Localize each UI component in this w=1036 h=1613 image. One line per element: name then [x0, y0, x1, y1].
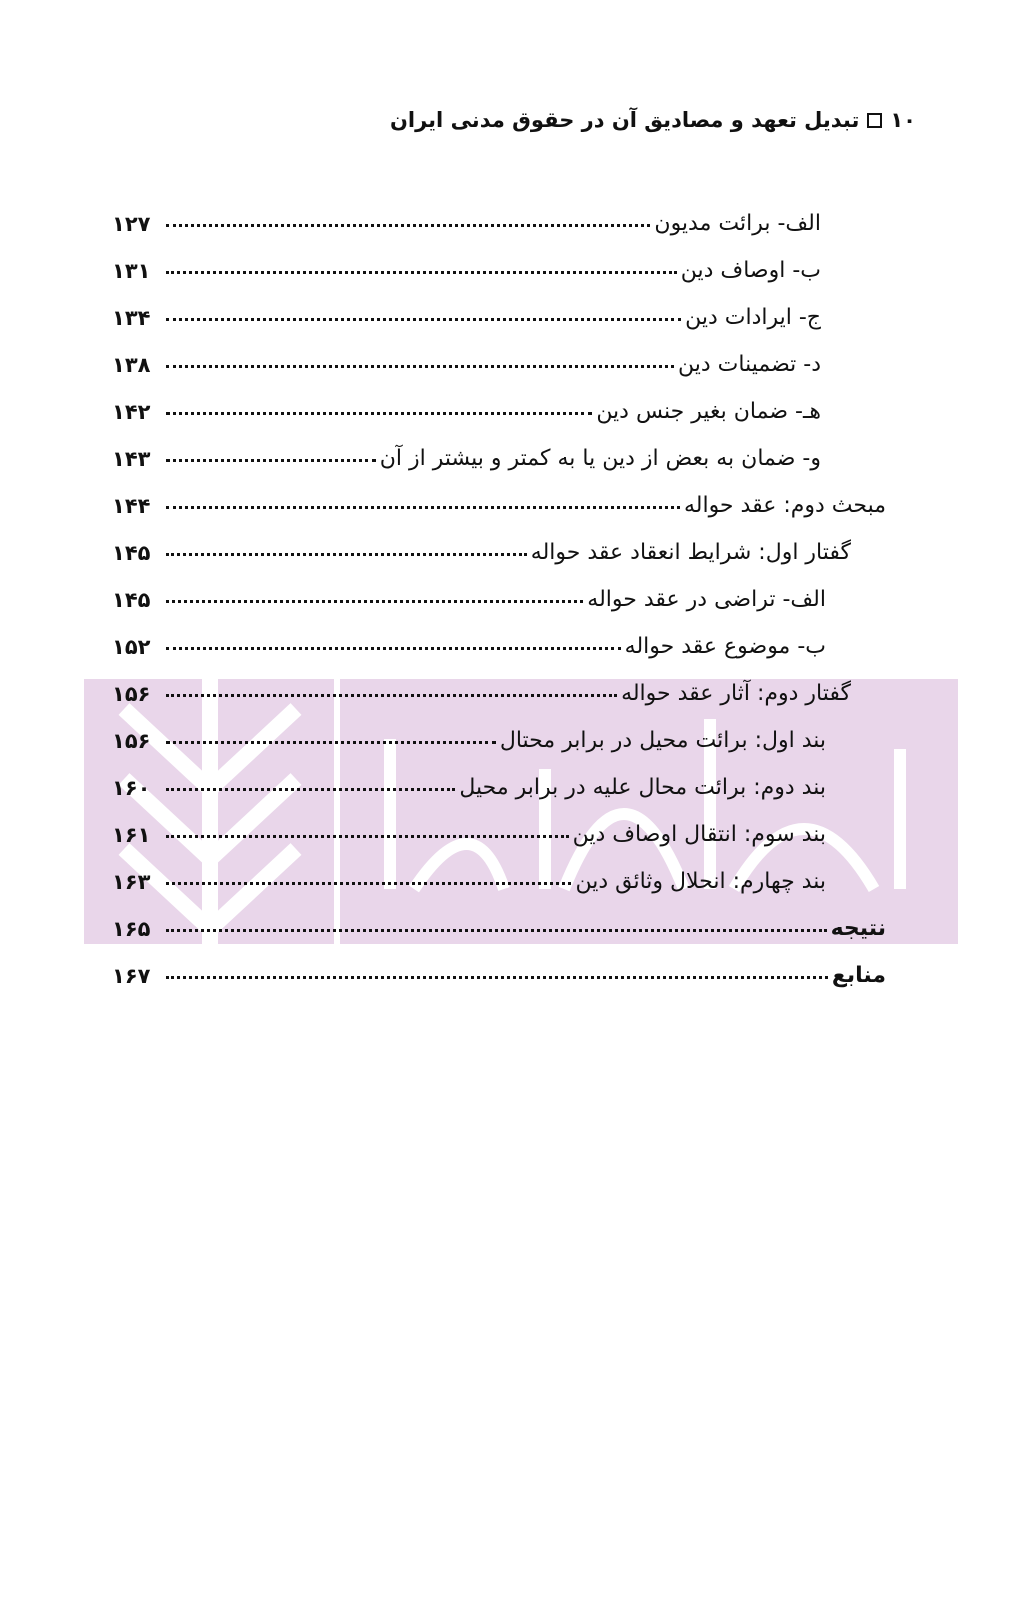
toc-entry-title: منابع — [831, 963, 886, 988]
toc-leader-dots — [166, 647, 621, 650]
toc-entry — [112, 525, 851, 565]
toc-entry — [112, 948, 886, 988]
toc-entry-page: ۱۴۲ — [112, 400, 151, 424]
toc-entry-title: ب- موضوع عقد حواله — [624, 634, 826, 659]
toc-entry — [112, 854, 826, 894]
toc-leader-dots — [166, 506, 680, 509]
toc-entry-title: مبحث دوم: عقد حواله — [683, 493, 886, 518]
toc-entry-title: ب- اوصاف دین — [680, 258, 821, 283]
toc-entry-page: ۱۲۷ — [112, 212, 151, 236]
toc-entry-title: گفتار اول: شرایط انعقاد عقد حواله — [530, 540, 851, 565]
toc-entry-page: ۱۴۵ — [112, 588, 151, 612]
toc-entry-page: ۱۴۴ — [112, 494, 151, 518]
toc-entry — [112, 572, 826, 612]
toc-entry — [112, 807, 826, 847]
toc-leader-dots — [166, 600, 583, 603]
toc-leader-dots — [166, 835, 569, 838]
toc-entry-page: ۱۵۶ — [112, 729, 151, 753]
toc-entry-page: ۱۶۱ — [112, 823, 151, 847]
toc-leader-dots — [166, 882, 571, 885]
toc-entry — [112, 384, 821, 424]
toc-entry-page: ۱۴۳ — [112, 447, 151, 471]
toc-entry-page: ۱۳۱ — [112, 259, 151, 283]
toc-leader-dots — [166, 412, 592, 415]
toc-leader-dots — [166, 271, 677, 274]
book-title: تبدیل تعهد و مصادیق آن در حقوق مدنی ایران — [389, 108, 860, 132]
toc-leader-dots — [166, 929, 827, 932]
toc-leader-dots — [166, 741, 496, 744]
toc-leader-dots — [166, 553, 527, 556]
toc-entry-page: ۱۶۵ — [112, 917, 151, 941]
toc-leader-dots — [166, 224, 650, 227]
toc-entry — [112, 760, 826, 800]
toc-entry-title: بند سوم: انتقال اوصاف دین — [572, 822, 826, 847]
toc-leader-dots — [166, 694, 617, 697]
toc-entry — [112, 337, 821, 377]
toc-leader-dots — [166, 788, 455, 791]
toc-entry — [112, 290, 821, 330]
toc-entry-title: بند دوم: برائت محال علیه در برابر محیل — [459, 775, 826, 800]
toc-entry-page: ۱۶۳ — [112, 870, 151, 894]
toc-entry-title: بند چهارم: انحلال وثائق دین — [575, 869, 826, 894]
toc-leader-dots — [166, 459, 376, 462]
toc-entry — [112, 901, 886, 941]
page-number: ۱۰ — [890, 108, 916, 132]
toc-entry-title: د- تضمینات دین — [678, 352, 821, 377]
toc-entry — [112, 478, 886, 518]
toc-entry — [112, 196, 821, 236]
toc-entry — [112, 431, 821, 471]
toc-entry — [112, 619, 826, 659]
toc-entry-page: ۱۳۴ — [112, 306, 151, 330]
toc-entry-page: ۱۴۵ — [112, 541, 151, 565]
toc-entry — [112, 713, 826, 753]
toc-leader-dots — [166, 365, 674, 368]
toc-entry-title: گفتار دوم: آثار عقد حواله — [621, 681, 851, 706]
toc-entry-title: نتیجه — [830, 916, 886, 941]
toc-entry-title: الف- برائت مدیون — [654, 211, 821, 236]
toc-entry-page: ۱۵۲ — [112, 635, 151, 659]
toc-leader-dots — [166, 318, 681, 321]
toc-entry-title: ج- ایرادات دین — [685, 305, 821, 330]
running-header — [390, 108, 916, 132]
toc-entry-page: ۱۵۶ — [112, 682, 151, 706]
toc-entry-page: ۱۶۰ — [112, 776, 151, 800]
square-bullet-icon — [867, 113, 882, 128]
toc-entry-page: ۱۳۸ — [112, 353, 151, 377]
toc-entry-title: الف- تراضی در عقد حواله — [587, 587, 826, 612]
toc-entry — [112, 243, 821, 283]
toc-leader-dots — [166, 976, 828, 979]
toc-entry-title: هـ- ضمان بغیر جنس دین — [596, 399, 821, 424]
toc-entry-page: ۱۶۷ — [112, 964, 151, 988]
toc-entry — [112, 666, 851, 706]
toc-entry-title: بند اول: برائت محیل در برابر محتال — [499, 728, 826, 753]
toc-entry-title: و- ضمان به بعض از دین یا به کمتر و بیشتر از آن — [379, 446, 821, 471]
